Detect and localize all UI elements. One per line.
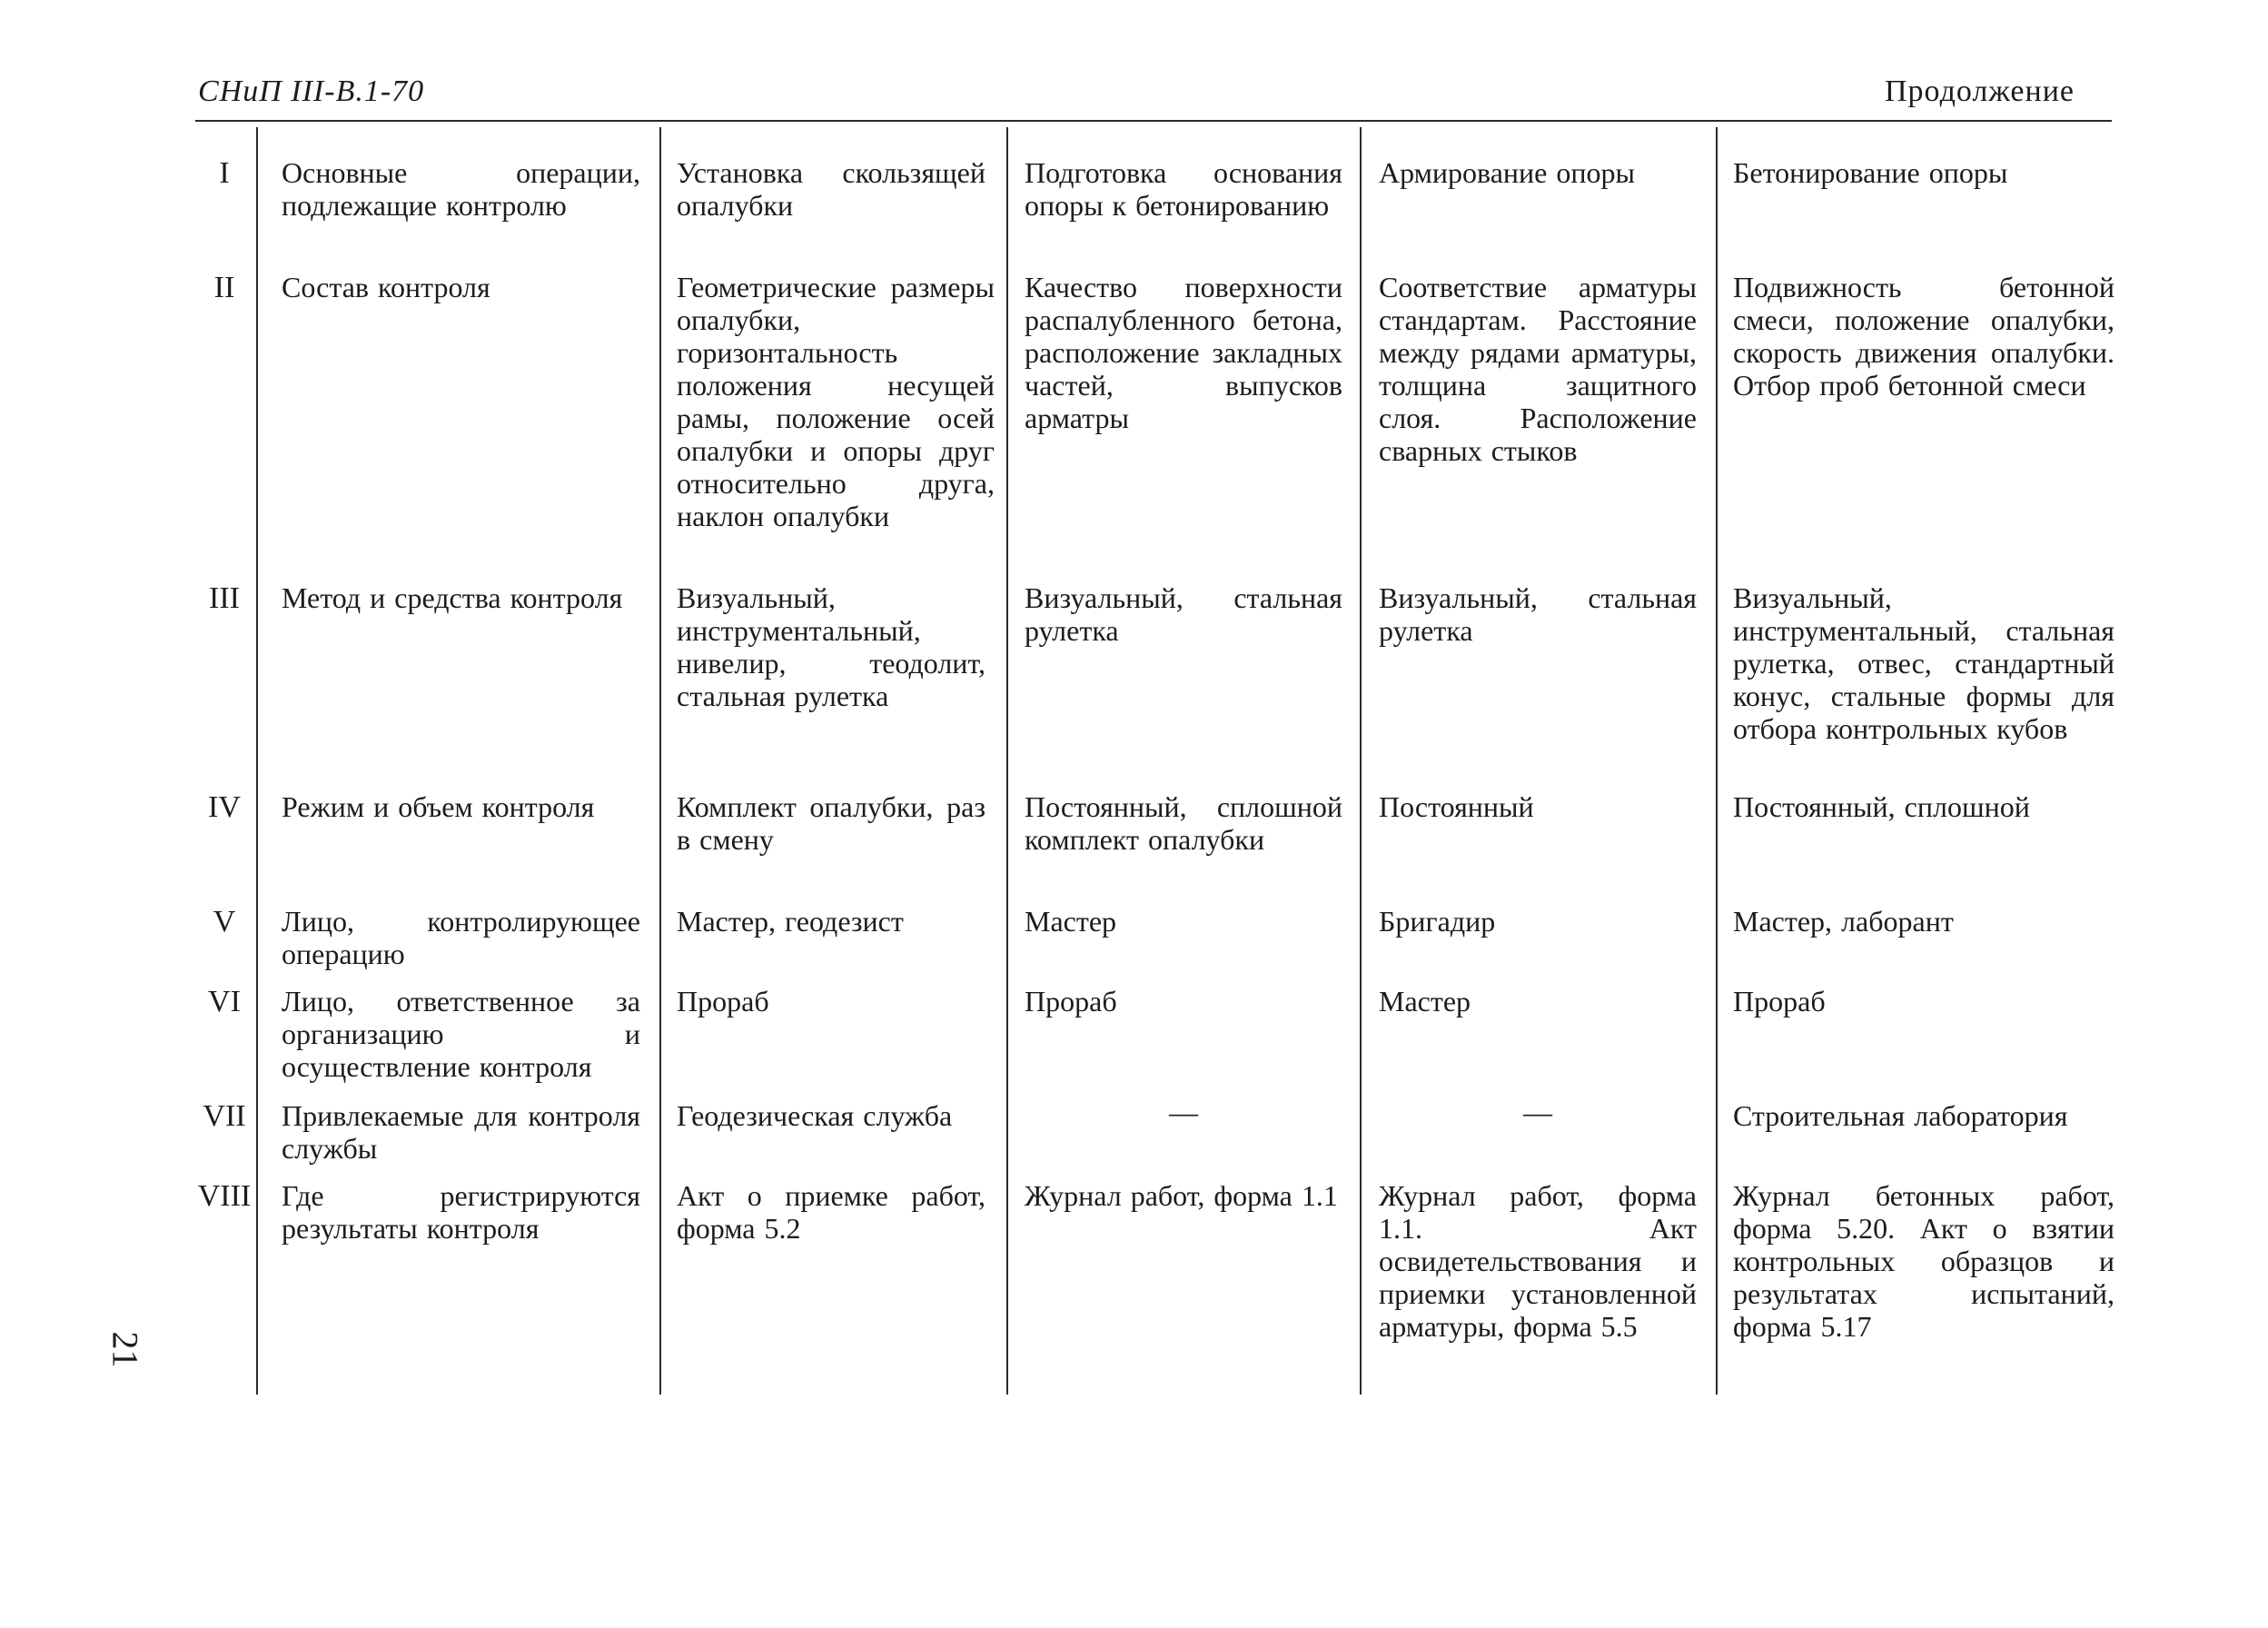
row-label: Метод и средства контроля <box>282 581 623 614</box>
table-cell: Мастер, геодезист <box>677 905 904 938</box>
row-label: Состав контроля <box>282 271 490 303</box>
column-divider <box>1006 127 1008 1395</box>
table-cell: Мастер <box>1025 905 1117 938</box>
table-cell: Визуальный, инструментальный, стальная рулетка, отвес, стандартный конус, стальные формы для отбора контрольных кубов <box>1733 581 2114 745</box>
header-rule <box>195 120 2112 122</box>
row-label: Где регистрируются результаты контроля <box>282 1179 640 1245</box>
table-cell: Прораб <box>1025 985 1117 1018</box>
table-cell: Геометрические размеры опалубки, горизонтальность положения несущей рамы, положение осей опалубки и опоры друг относительно друга, наклон опалубки <box>677 271 995 532</box>
table-cell: Армирование опоры <box>1379 156 1635 189</box>
table-cell: Бригадир <box>1379 905 1496 938</box>
table-cell: Качество поверхности распалубленного бетона, расположение закладных частей, выпусков арматры <box>1025 271 1342 434</box>
table-cell: Журнал работ, форма 1.1. Акт освидетельствования и приемки установленной арматуры, форма 5.5 <box>1379 1179 1697 1343</box>
table-cell: Мастер <box>1379 985 1471 1018</box>
row-label: Режим и объем контроля <box>282 790 595 823</box>
table-cell: Акт о приемке работ, форма 5.2 <box>677 1179 985 1245</box>
table-cell: Подготовка основания опоры к бетонированию <box>1025 156 1342 222</box>
table-cell: Постоянный <box>1379 790 1534 823</box>
row-label: Основные операции, подлежащие контролю <box>282 156 640 222</box>
document-code: СНиП III-В.1-70 <box>198 74 425 108</box>
row-number: V <box>213 905 236 938</box>
column-divider <box>1716 127 1718 1395</box>
table-cell: Строительная лаборатория <box>1733 1099 2068 1132</box>
table-cell: Комплект опалубки, раз в смену <box>677 790 985 856</box>
table-cell: Прораб <box>677 985 769 1018</box>
row-label: Привлекаемые для контроля службы <box>282 1099 640 1165</box>
continuation-label: Продолжение <box>1885 74 2075 108</box>
row-number: VI <box>208 985 241 1018</box>
table-cell: Журнал бетонных работ, форма 5.20. Акт о взятии контрольных образцов и результатах испытаний, форма 5.17 <box>1733 1179 2114 1343</box>
row-number: IV <box>208 790 241 824</box>
table-cell: Мастер, лаборант <box>1733 905 1954 938</box>
row-number: III <box>209 581 240 615</box>
table-cell: Визуальный, стальная рулетка <box>1379 581 1697 647</box>
row-label: Лицо, ответственное за организацию и осуществление контроля <box>282 985 640 1083</box>
table-cell: Бетонирование опоры <box>1733 156 2008 189</box>
table-cell: — <box>1169 1096 1198 1128</box>
row-number: VII <box>203 1099 246 1133</box>
column-divider <box>1360 127 1362 1395</box>
column-divider <box>256 127 258 1395</box>
column-divider <box>659 127 661 1395</box>
table-cell: Соответствие арматуры стандартам. Расстояние между рядами арматуры, толщина защитного слоя. Расположение сварных стыков <box>1379 271 1697 467</box>
table-cell: Установка скользящей опалубки <box>677 156 985 222</box>
table-cell: Прораб <box>1733 985 1826 1018</box>
table-cell: Визуальный, стальная рулетка <box>1025 581 1342 647</box>
table-cell: Подвижность бетонной смеси, положение опалубки, скорость движения опалубки. Отбор проб бетонной смеси <box>1733 271 2114 402</box>
row-label: Лицо, контролирующее операцию <box>282 905 640 970</box>
table-cell: Визуальный, инструментальный, нивелир, теодолит, стальная рулетка <box>677 581 985 712</box>
page-number: 21 <box>104 1331 146 1368</box>
table-cell: Геодезическая служба <box>677 1099 953 1132</box>
table-cell: Постоянный, сплошной комплект опалубки <box>1025 790 1342 856</box>
table-cell: Постоянный, сплошной <box>1733 790 2030 823</box>
row-number: VIII <box>197 1179 252 1213</box>
table-cell: — <box>1523 1096 1552 1128</box>
row-number: II <box>213 271 235 304</box>
table-cell: Журнал работ, форма 1.1 <box>1025 1179 1338 1212</box>
row-number: I <box>219 156 230 190</box>
